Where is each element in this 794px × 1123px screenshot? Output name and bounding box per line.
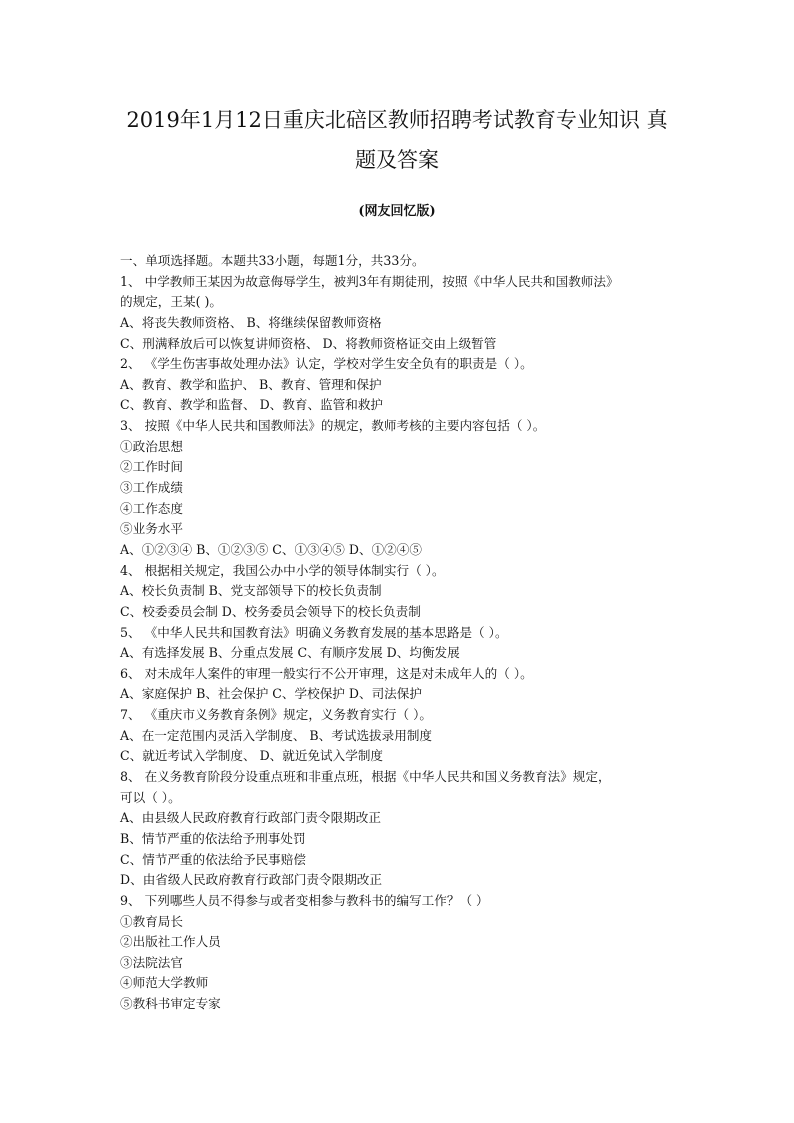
question-8-option-a: A、由县级人民政府教育行政部门责令限期改正 [120, 810, 381, 826]
question-3-item-2: ②工作时间 [120, 459, 183, 475]
question-9-item-2: ②出版社工作人员 [120, 934, 221, 950]
question-2-stem: 2、 《学生伤害事故处理办法》认定，学校对学生安全负有的职责是（ ）。 [120, 356, 533, 372]
question-7-stem: 7、 《重庆市义务教育条例》规定，义务教育实行（ ）。 [120, 707, 432, 723]
document-subtitle: (网友回忆版) [358, 204, 436, 219]
question-8-option-c: C、情节严重的依法给予民事赔偿 [120, 851, 306, 867]
question-9-stem: 9、 下列哪些人员不得参与或者变相参与教科书的编写工作？（ ） [120, 892, 489, 908]
document-title-line-1: 2019年1月12日重庆北碚区教师招聘考试教育专业知识 真 [126, 108, 668, 132]
question-7-options-ab: A、在一定范围内灵活入学制度、 B、考试选拔录用制度 [120, 727, 433, 743]
question-8-stem: 8、 在义务教育阶段分设重点班和非重点班，根据《中华人民共和国义务教育法》规定， [120, 769, 611, 785]
question-9-item-1: ①教育局长 [120, 913, 183, 929]
question-8-option-b: B、情节严重的依法给予刑事处罚 [120, 830, 306, 846]
question-9-item-5: ⑤教科书审定专家 [120, 996, 221, 1012]
question-8-stem-cont: 可以（ ）。 [120, 789, 181, 805]
question-3-item-3: ③工作成绩 [120, 480, 183, 496]
question-1-options-cd: C、刑满释放后可以恢复讲师资格、 D、将教师资格证交由上级暂管 [120, 335, 497, 351]
question-4-options-cd: C、校委委员会制 D、校务委员会领导下的校长负责制 [120, 603, 421, 619]
section-heading: 一、单项选择题。本题共33小题，每题1分，共33分。 [120, 253, 425, 268]
question-6-options: A、家庭保护 B、社会保护 C、学校保护 D、司法保护 [120, 686, 422, 702]
question-1-stem-cont: 的规定，王某( )。 [120, 294, 222, 310]
document-title-line-2: 题及答案 [355, 148, 439, 172]
question-3-options: A、①②③④ B、①②③⑤ C、①③④⑤ D、①②④⑤ [120, 541, 422, 557]
question-3-item-1: ①政治思想 [120, 438, 183, 454]
question-2-options-ab: A、教育、教学和监护、 B、教育、管理和保护 [120, 376, 382, 392]
question-1-stem: 1、 中学教师王某因为故意侮辱学生，被判3年有期徒刑，按照《中华人民共和国教师法》 [120, 273, 619, 289]
question-4-stem: 4、 根据相关规定，我国公办中小学的领导体制实行（ ）。 [120, 562, 445, 578]
question-5-options: A、有选择发展 B、分重点发展 C、有顺序发展 D、均衡发展 [120, 645, 460, 661]
question-2-options-cd: C、教育、教学和监督、 D、教育、监管和救护 [120, 397, 384, 413]
question-6-stem: 6、 对未成年人案件的审理一般实行不公开审理，这是对未成年人的（ ）。 [120, 665, 533, 681]
question-3-item-4: ④工作态度 [120, 500, 183, 516]
question-7-options-cd: C、就近考试入学制度、 D、就近免试入学制度 [120, 748, 384, 764]
question-9-item-4: ④师范大学教师 [120, 975, 209, 991]
question-9-item-3: ③法院法官 [120, 954, 183, 970]
question-5-stem: 5、 《中华人民共和国教育法》明确义务教育发展的基本思路是（ ）。 [120, 624, 508, 640]
question-3-stem: 3、 按照《中华人民共和国教师法》的规定，教师考核的主要内容包括（ ）。 [120, 418, 546, 434]
question-4-options-ab: A、校长负责制 B、党支部领导下的校长负责制 [120, 583, 382, 599]
question-8-option-d: D、由省级人民政府教育行政部门责令限期改正 [120, 872, 382, 888]
question-3-item-5: ⑤业务水平 [120, 521, 183, 537]
question-body [120, 251, 696, 1015]
question-1-options-ab: A、将丧失教师资格、 B、将继续保留教师资格 [120, 314, 382, 330]
